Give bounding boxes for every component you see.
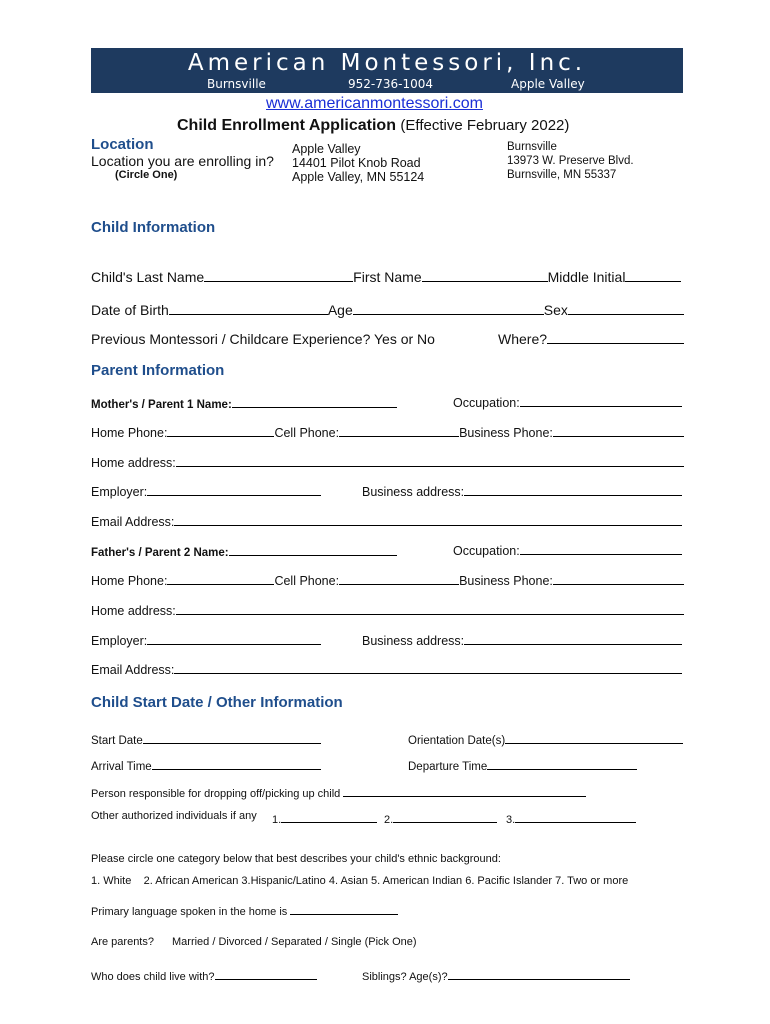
start-date-row — [91, 731, 321, 747]
dob-row — [91, 302, 684, 318]
parent2-email-row — [91, 661, 682, 677]
middle-initial-field[interactable] — [625, 269, 681, 282]
burnsville-name: Burnsville — [507, 141, 557, 153]
orientation-row — [408, 731, 683, 747]
parent1-occupation-row — [453, 394, 682, 410]
where-field[interactable] — [547, 331, 684, 344]
apple-valley-street: 14401 Pilot Knob Road — [292, 156, 421, 170]
parent2-business-phone-field[interactable] — [553, 572, 684, 585]
parent2-employer-row — [91, 632, 321, 648]
ethnic-prompt: Please circle one category below that best describes your child's ethnic background: — [91, 853, 501, 865]
parent1-home-phone-field[interactable] — [167, 424, 274, 437]
parent1-business-address-field[interactable] — [464, 483, 682, 496]
start-info-heading: Child Start Date / Other Information — [91, 694, 343, 711]
banner-phone: 952-736-1004 — [348, 77, 434, 91]
previous-experience: Previous Montessori / Childcare Experience? Yes or No — [91, 331, 435, 347]
parent1-occupation-field[interactable] — [520, 394, 682, 407]
parent2-employer-field[interactable] — [147, 632, 321, 645]
parent1-employer-field[interactable] — [147, 483, 321, 496]
parent-info-heading: Parent Information — [91, 362, 225, 379]
siblings-field[interactable] — [448, 967, 630, 980]
authorized-row — [91, 810, 257, 822]
parent1-employer-row — [91, 483, 321, 499]
where-label: Where? — [498, 331, 548, 347]
location-burnsville[interactable] — [507, 140, 634, 182]
departure-field[interactable] — [487, 757, 637, 770]
location-apple-valley[interactable] — [292, 142, 424, 184]
parent1-phone-row — [91, 424, 684, 440]
authorized-2 — [384, 810, 497, 826]
parent2-business-address-field[interactable] — [464, 632, 682, 645]
parent1-home-address-field[interactable] — [176, 454, 684, 467]
where-row — [498, 331, 684, 347]
parent2-phone-row — [91, 572, 684, 588]
circle-one-note: (Circle One) — [115, 169, 178, 181]
parent1-name-field[interactable] — [232, 395, 397, 408]
parent2-business-address-row — [362, 632, 682, 648]
parent1-occupation-label: Occupation: — [453, 396, 520, 410]
authorized-3-field[interactable] — [515, 810, 636, 823]
orientation-label: Orientation Date(s) — [408, 735, 506, 747]
burnsville-city: Burnsville, MN 55337 — [507, 169, 617, 181]
language-field[interactable] — [290, 902, 398, 915]
first-name-label: First Name — [353, 269, 422, 285]
parent1-name-row — [91, 395, 397, 411]
responsible-label: Person responsible for dropping off/picking up child — [91, 788, 341, 800]
age-label: Age — [327, 302, 353, 318]
location-heading: Location — [91, 136, 154, 153]
apple-valley-name: Apple Valley — [292, 142, 361, 156]
parent1-home-address-label: Home address: — [91, 456, 176, 470]
parent1-address-row — [91, 454, 684, 470]
arrival-label: Arrival Time — [91, 761, 152, 773]
parent2-occupation-field[interactable] — [520, 542, 682, 555]
responsible-field[interactable] — [343, 784, 586, 797]
start-date-field[interactable] — [143, 731, 321, 744]
location-question: Location you are enrolling in? — [91, 153, 274, 169]
start-date-label: Start Date — [91, 735, 143, 747]
banner-apple-valley: Apple Valley — [511, 77, 585, 91]
parent1-home-phone-label: Home Phone: — [91, 426, 168, 440]
parent2-email-label: Email Address: — [91, 663, 175, 677]
lives-with-field[interactable] — [215, 967, 317, 980]
siblings-label: Siblings? Age(s)? — [362, 971, 448, 983]
parent2-business-address-label: Business address: — [362, 634, 465, 648]
parent2-name-row — [91, 543, 397, 559]
dob-field[interactable] — [169, 302, 328, 315]
parent-status-options[interactable]: Married / Divorced / Separated / Single (Pick One) — [172, 936, 417, 948]
siblings-row — [362, 967, 630, 983]
ethnic-options[interactable]: 1. White 2. African American 3.Hispanic/Latino 4. Asian 5. American Indian 6. Pacific Islander 7. Two or more — [91, 875, 629, 887]
dob-label: Date of Birth — [91, 302, 169, 318]
child-name-row — [91, 269, 681, 285]
parent2-address-row — [91, 602, 684, 618]
burnsville-street: 13973 W. Preserve Blvd. — [507, 155, 634, 167]
authorized-1 — [272, 810, 377, 826]
first-name-field[interactable] — [422, 269, 548, 282]
language-row — [91, 902, 398, 918]
parent2-home-address-field[interactable] — [176, 602, 684, 615]
authorized-2-field[interactable] — [393, 810, 497, 823]
parent1-employer-label: Employer: — [91, 485, 148, 499]
authorized-1-label: 1. — [272, 814, 282, 826]
authorized-label: Other authorized individuals if any — [91, 810, 257, 822]
parent1-cell-phone-field[interactable] — [339, 424, 459, 437]
authorized-3-label: 3. — [506, 814, 516, 826]
parent2-cell-phone-label: Cell Phone: — [274, 574, 340, 588]
lives-with-label: Who does child live with? — [91, 971, 215, 983]
parent1-email-label: Email Address: — [91, 515, 175, 529]
effective-date: (Effective February 2022) — [400, 117, 570, 134]
middle-initial-label: Middle Initial — [547, 269, 626, 285]
parent1-email-row — [91, 513, 682, 529]
lives-with-row — [91, 967, 317, 983]
parent1-business-address-label: Business address: — [362, 485, 465, 499]
sex-label: Sex — [543, 302, 568, 318]
parent1-business-phone-field[interactable] — [553, 424, 684, 437]
child-info-heading: Child Information — [91, 219, 216, 236]
parent2-home-address-label: Home address: — [91, 604, 176, 618]
departure-row — [408, 757, 637, 773]
parent2-occupation-row — [453, 542, 682, 558]
last-name-label: Child's Last Name — [91, 269, 205, 285]
parent1-business-phone-label: Business Phone: — [459, 426, 553, 440]
parent2-home-phone-field[interactable] — [167, 572, 274, 585]
sex-field[interactable] — [568, 302, 684, 315]
header-banner — [91, 48, 683, 93]
parent1-name-label: Mother's / Parent 1 Name: — [91, 399, 232, 411]
last-name-field[interactable] — [204, 269, 353, 282]
parent2-occupation-label: Occupation: — [453, 544, 520, 558]
authorized-2-label: 2. — [384, 814, 394, 826]
website-link[interactable]: www.americanmontessori.com — [266, 95, 483, 112]
parent1-email-field[interactable] — [174, 513, 682, 526]
parent2-employer-label: Employer: — [91, 634, 148, 648]
authorized-1-field[interactable] — [281, 810, 377, 823]
arrival-field[interactable] — [152, 757, 321, 770]
application-title: Child Enrollment Application — [177, 117, 396, 134]
parent1-cell-phone-label: Cell Phone: — [274, 426, 340, 440]
parent1-business-address-row — [362, 483, 682, 499]
parent2-home-phone-label: Home Phone: — [91, 574, 168, 588]
departure-label: Departure Time — [408, 761, 488, 773]
banner-burnsville: Burnsville — [207, 77, 266, 91]
parent2-name-field[interactable] — [229, 543, 397, 556]
age-field[interactable] — [353, 302, 544, 315]
org-name: American Montessori, Inc. — [187, 50, 587, 76]
parent2-name-label: Father's / Parent 2 Name: — [91, 547, 229, 559]
are-parents-label: Are parents? — [91, 936, 154, 948]
arrival-row — [91, 757, 321, 773]
language-label: Primary language spoken in the home is — [91, 906, 288, 918]
apple-valley-city: Apple Valley, MN 55124 — [292, 170, 425, 184]
authorized-3 — [506, 810, 636, 826]
page-title — [177, 117, 569, 135]
orientation-field[interactable] — [505, 731, 683, 744]
parent2-business-phone-label: Business Phone: — [459, 574, 553, 588]
parent2-cell-phone-field[interactable] — [339, 572, 459, 585]
parent2-email-field[interactable] — [174, 661, 682, 674]
responsible-row — [91, 784, 586, 800]
